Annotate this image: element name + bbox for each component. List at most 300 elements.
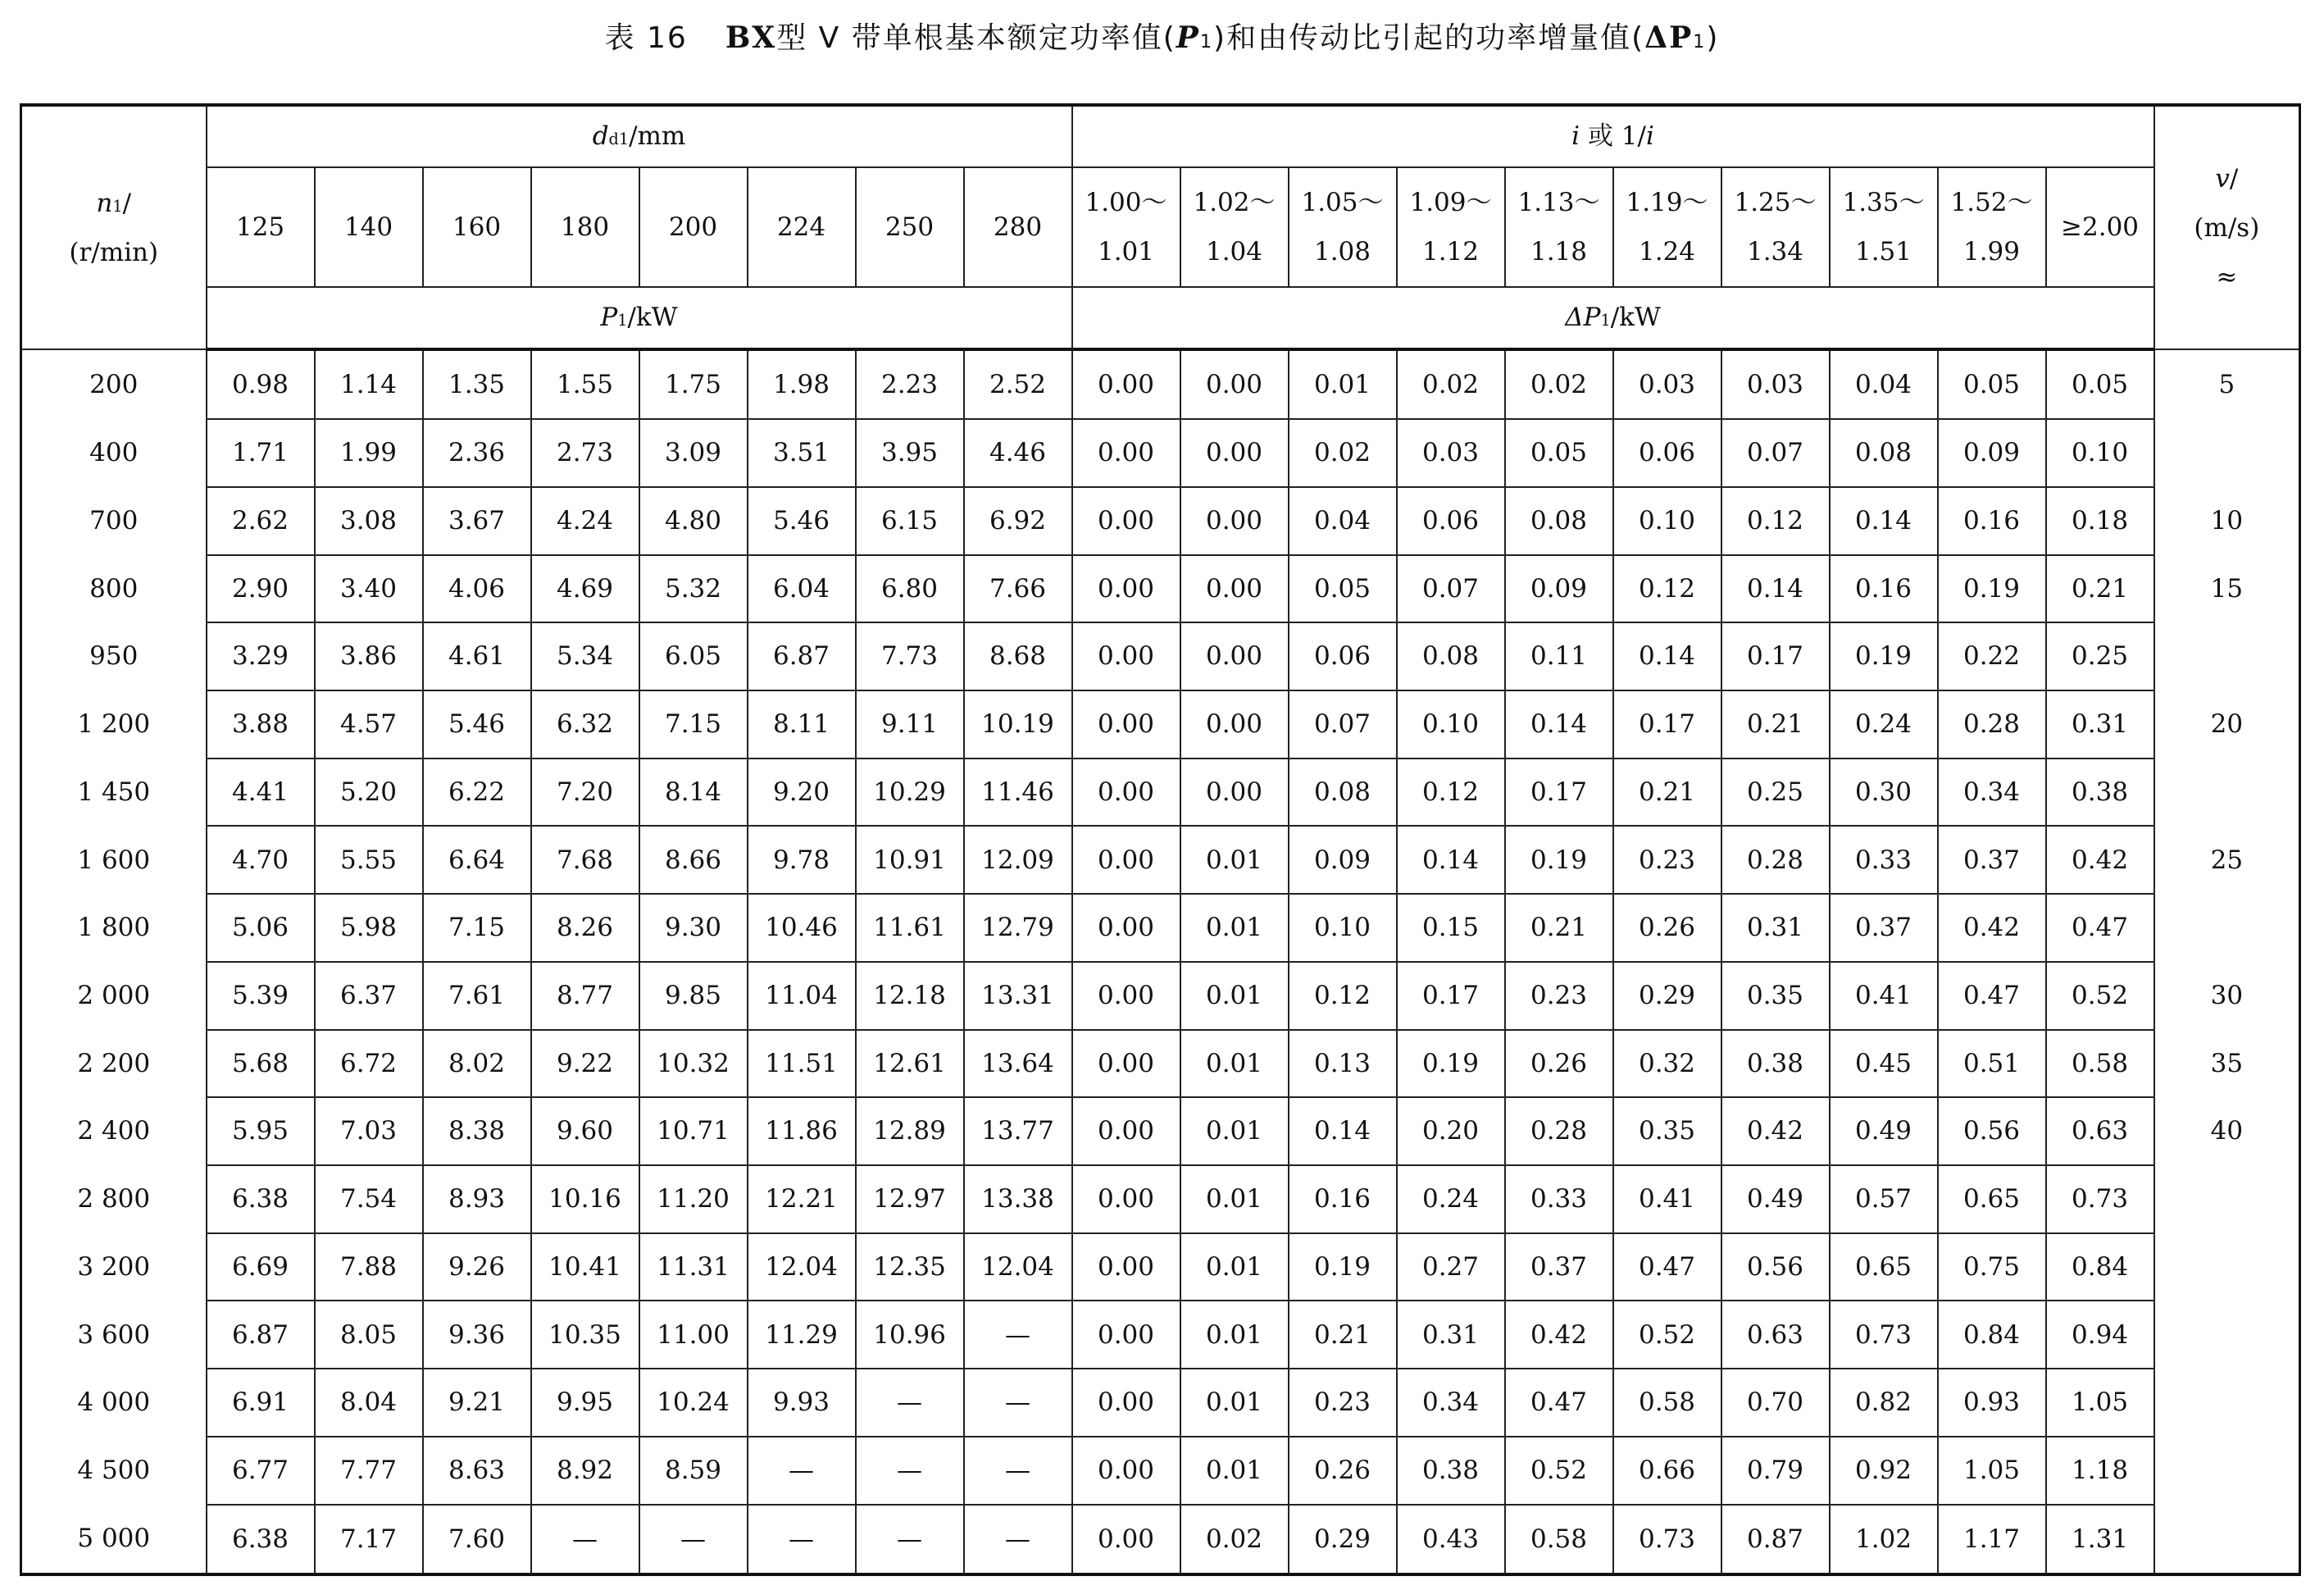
basic-power-cell: 2.90 bbox=[207, 555, 315, 623]
basic-power-cell: 13.64 bbox=[964, 1030, 1072, 1098]
table-row bbox=[21, 690, 2300, 759]
power-increment-cell: 0.58 bbox=[1505, 1505, 1613, 1574]
header-ratio-range-5 bbox=[1505, 167, 1613, 287]
power-increment-cell: 0.07 bbox=[1397, 555, 1505, 623]
basic-power-cell: 10.71 bbox=[639, 1097, 748, 1165]
table-row bbox=[21, 1233, 2300, 1301]
power-increment-cell: 0.21 bbox=[1721, 690, 1830, 759]
power-increment-cell: 0.23 bbox=[1289, 1369, 1397, 1437]
basic-power-cell: 9.60 bbox=[531, 1097, 639, 1165]
basic-power-cell: 6.04 bbox=[748, 555, 856, 623]
ratio-range-end: 1.01 bbox=[1097, 237, 1155, 267]
basic-power-cell: 6.91 bbox=[207, 1369, 315, 1437]
power-increment-cell: 0.17 bbox=[1613, 690, 1721, 759]
power-increment-cell: 0.12 bbox=[1289, 962, 1397, 1030]
power-increment-cell: 0.10 bbox=[1289, 894, 1397, 962]
basic-power-cell: — bbox=[964, 1505, 1072, 1574]
basic-power-cell: 5.39 bbox=[207, 962, 315, 1030]
power-increment-cell: 0.75 bbox=[1938, 1233, 2046, 1301]
power-increment-cell: 0.52 bbox=[2046, 962, 2154, 1030]
power-increment-cell: 1.17 bbox=[1938, 1505, 2046, 1574]
belt-speed-cell: 5 bbox=[2154, 349, 2300, 419]
basic-power-cell: 2.23 bbox=[856, 349, 964, 419]
basic-power-cell: 4.46 bbox=[964, 419, 1072, 487]
basic-power-cell: 9.30 bbox=[639, 894, 748, 962]
power-increment-cell: 0.24 bbox=[1830, 690, 1938, 759]
basic-power-cell: 6.92 bbox=[964, 487, 1072, 555]
basic-power-cell: 10.41 bbox=[531, 1233, 639, 1301]
basic-power-cell: 13.77 bbox=[964, 1097, 1072, 1165]
power-increment-cell: 0.10 bbox=[1613, 487, 1721, 555]
header-diameter-140: 140 bbox=[315, 167, 423, 287]
basic-power-cell: 4.80 bbox=[639, 487, 748, 555]
header-ratio-range-8 bbox=[1830, 167, 1938, 287]
basic-power-cell: 7.17 bbox=[315, 1505, 423, 1574]
power-increment-cell: 0.65 bbox=[1938, 1165, 2046, 1233]
basic-power-cell: 6.37 bbox=[315, 962, 423, 1030]
header-ratio-range-10 bbox=[2046, 167, 2154, 287]
belt-speed-cell: 30 bbox=[2154, 962, 2300, 1030]
power-increment-cell: 0.41 bbox=[1613, 1165, 1721, 1233]
header-diameter-160: 160 bbox=[423, 167, 531, 287]
basic-power-cell: 10.96 bbox=[856, 1301, 964, 1369]
speed-cell: 2 000 bbox=[21, 962, 207, 1030]
power-increment-cell: 0.05 bbox=[1938, 349, 2046, 419]
power-increment-cell: 0.19 bbox=[1289, 1233, 1397, 1301]
ratio-range-start: 1.09～ bbox=[1409, 188, 1492, 217]
basic-power-cell: 11.20 bbox=[639, 1165, 748, 1233]
basic-power-cell: 10.35 bbox=[531, 1301, 639, 1369]
basic-power-cell: 8.66 bbox=[639, 826, 748, 894]
header-diameter-200: 200 bbox=[639, 167, 748, 287]
basic-power-cell: 8.77 bbox=[531, 962, 639, 1030]
basic-power-cell: 3.67 bbox=[423, 487, 531, 555]
basic-power-cell: 9.93 bbox=[748, 1369, 856, 1437]
header-transmission-ratio: i 或 1/i bbox=[1072, 105, 2154, 167]
basic-power-cell: 10.91 bbox=[856, 826, 964, 894]
power-increment-cell: 0.42 bbox=[1938, 894, 2046, 962]
basic-power-cell: 11.46 bbox=[964, 759, 1072, 827]
basic-power-cell: — bbox=[964, 1437, 1072, 1505]
basic-power-cell: 1.71 bbox=[207, 419, 315, 487]
power-increment-cell: 0.19 bbox=[1830, 622, 1938, 690]
basic-power-cell: 1.75 bbox=[639, 349, 748, 419]
basic-power-cell: 11.31 bbox=[639, 1233, 748, 1301]
power-increment-cell: 0.00 bbox=[1072, 962, 1180, 1030]
speed-cell: 1 600 bbox=[21, 826, 207, 894]
power-increment-cell: 0.38 bbox=[1721, 1030, 1830, 1098]
basic-power-cell: 5.55 bbox=[315, 826, 423, 894]
title-dp-subscript: 1 bbox=[1693, 31, 1707, 52]
power-increment-cell: 0.14 bbox=[1289, 1097, 1397, 1165]
basic-power-cell: 6.64 bbox=[423, 826, 531, 894]
header-ratio-range-9 bbox=[1938, 167, 2046, 287]
basic-power-cell: — bbox=[748, 1437, 856, 1505]
power-increment-cell: 0.29 bbox=[1289, 1505, 1397, 1574]
ratio-range-start: 1.02～ bbox=[1193, 188, 1276, 217]
belt-speed-cell bbox=[2154, 1505, 2300, 1574]
power-increment-cell: 0.73 bbox=[1613, 1505, 1721, 1574]
basic-power-cell: 5.32 bbox=[639, 555, 748, 623]
basic-power-cell: — bbox=[531, 1505, 639, 1574]
power-increment-cell: 0.47 bbox=[1938, 962, 2046, 1030]
basic-power-cell: 5.68 bbox=[207, 1030, 315, 1098]
power-increment-cell: 0.01 bbox=[1180, 1030, 1289, 1098]
basic-power-cell: 8.68 bbox=[964, 622, 1072, 690]
basic-power-cell: 6.80 bbox=[856, 555, 964, 623]
table-row bbox=[21, 1301, 2300, 1369]
power-increment-cell: 0.01 bbox=[1180, 1233, 1289, 1301]
power-increment-cell: 0.47 bbox=[1613, 1233, 1721, 1301]
basic-power-cell: 9.22 bbox=[531, 1030, 639, 1098]
belt-type-code: BX bbox=[725, 21, 777, 55]
power-increment-cell: 0.20 bbox=[1397, 1097, 1505, 1165]
speed-cell: 3 600 bbox=[21, 1301, 207, 1369]
power-increment-cell: 0.03 bbox=[1613, 349, 1721, 419]
basic-power-cell: 4.70 bbox=[207, 826, 315, 894]
power-increment-cell: 0.00 bbox=[1072, 1030, 1180, 1098]
power-increment-cell: 0.47 bbox=[2046, 894, 2154, 962]
basic-power-cell: 8.26 bbox=[531, 894, 639, 962]
basic-power-cell: 6.05 bbox=[639, 622, 748, 690]
header-belt-speed-unit: (m/s) bbox=[2194, 212, 2260, 243]
basic-power-cell: 5.34 bbox=[531, 622, 639, 690]
ratio-range-end: 1.34 bbox=[1746, 237, 1804, 267]
power-increment-cell: 0.08 bbox=[1830, 419, 1938, 487]
power-increment-cell: 0.01 bbox=[1180, 1165, 1289, 1233]
power-increment-cell: 0.25 bbox=[1721, 759, 1830, 827]
basic-power-cell: 5.95 bbox=[207, 1097, 315, 1165]
power-increment-cell: 0.09 bbox=[1289, 826, 1397, 894]
power-increment-cell: 0.13 bbox=[1289, 1030, 1397, 1098]
title-dp-symbol: ΔP bbox=[1644, 21, 1694, 55]
basic-power-cell: 8.05 bbox=[315, 1301, 423, 1369]
basic-power-cell: 5.98 bbox=[315, 894, 423, 962]
power-increment-cell: 0.21 bbox=[1505, 894, 1613, 962]
basic-power-cell: 4.06 bbox=[423, 555, 531, 623]
speed-cell: 1 450 bbox=[21, 759, 207, 827]
power-increment-cell: 0.14 bbox=[1397, 826, 1505, 894]
power-increment-cell: 0.73 bbox=[2046, 1165, 2154, 1233]
power-increment-cell: 0.00 bbox=[1180, 419, 1289, 487]
basic-power-cell: 10.19 bbox=[964, 690, 1072, 759]
power-increment-cell: 0.65 bbox=[1830, 1233, 1938, 1301]
power-increment-cell: 0.27 bbox=[1397, 1233, 1505, 1301]
basic-power-cell: — bbox=[964, 1301, 1072, 1369]
power-increment-cell: 0.29 bbox=[1613, 962, 1721, 1030]
basic-power-cell: 8.93 bbox=[423, 1165, 531, 1233]
power-increment-cell: 0.21 bbox=[1289, 1301, 1397, 1369]
basic-power-cell: 13.31 bbox=[964, 962, 1072, 1030]
power-increment-cell: 0.09 bbox=[1505, 555, 1613, 623]
ratio-range-start: 1.13～ bbox=[1517, 188, 1600, 217]
basic-power-cell: 12.04 bbox=[964, 1233, 1072, 1301]
ratio-range-start: 1.35～ bbox=[1842, 188, 1925, 217]
power-increment-cell: 0.11 bbox=[1505, 622, 1613, 690]
power-increment-cell: 0.42 bbox=[2046, 826, 2154, 894]
power-increment-cell: 0.01 bbox=[1180, 1097, 1289, 1165]
power-increment-cell: 0.00 bbox=[1180, 555, 1289, 623]
table-row bbox=[21, 349, 2300, 419]
power-increment-cell: 0.06 bbox=[1397, 487, 1505, 555]
basic-power-cell: 5.46 bbox=[748, 487, 856, 555]
ratio-range-end: 1.99 bbox=[1962, 237, 2021, 267]
power-increment-cell: 0.47 bbox=[1505, 1369, 1613, 1437]
basic-power-cell: 9.36 bbox=[423, 1301, 531, 1369]
basic-power-cell: 7.88 bbox=[315, 1233, 423, 1301]
speed-cell: 4 000 bbox=[21, 1369, 207, 1437]
table-row bbox=[21, 894, 2300, 962]
power-increment-cell: 0.00 bbox=[1072, 487, 1180, 555]
power-increment-cell: 0.92 bbox=[1830, 1437, 1938, 1505]
power-increment-cell: 0.56 bbox=[1721, 1233, 1830, 1301]
power-increment-cell: 0.05 bbox=[1289, 555, 1397, 623]
power-increment-cell: 1.05 bbox=[1938, 1437, 2046, 1505]
basic-power-cell: 8.14 bbox=[639, 759, 748, 827]
power-increment-cell: 0.31 bbox=[2046, 690, 2154, 759]
header-diameter-280: 280 bbox=[964, 167, 1072, 287]
ratio-range-end: 1.08 bbox=[1313, 237, 1371, 267]
power-increment-cell: 0.41 bbox=[1830, 962, 1938, 1030]
basic-power-cell: 3.09 bbox=[639, 419, 748, 487]
basic-power-cell: 5.20 bbox=[315, 759, 423, 827]
title-p-subscript: 1 bbox=[1199, 31, 1214, 52]
ratio-range-start: 1.19～ bbox=[1626, 188, 1708, 217]
table-row bbox=[21, 759, 2300, 827]
basic-power-cell: 12.21 bbox=[748, 1165, 856, 1233]
table-header bbox=[21, 105, 2300, 349]
basic-power-cell: 10.24 bbox=[639, 1369, 748, 1437]
basic-power-cell: 3.08 bbox=[315, 487, 423, 555]
table-body bbox=[21, 349, 2300, 1574]
ratio-range-end: 1.18 bbox=[1530, 237, 1588, 267]
power-increment-cell: 0.58 bbox=[2046, 1030, 2154, 1098]
ratio-range-start: 1.52～ bbox=[1950, 188, 2033, 217]
ratio-range-end: 1.12 bbox=[1421, 237, 1480, 267]
power-increment-cell: 0.00 bbox=[1180, 622, 1289, 690]
header-ratio-range-4 bbox=[1397, 167, 1505, 287]
power-increment-cell: 0.00 bbox=[1072, 1097, 1180, 1165]
power-increment-cell: 0.32 bbox=[1613, 1030, 1721, 1098]
basic-power-cell: 6.38 bbox=[207, 1165, 315, 1233]
power-increment-cell: 0.25 bbox=[2046, 622, 2154, 690]
power-increment-cell: 0.01 bbox=[1180, 962, 1289, 1030]
basic-power-cell: 9.78 bbox=[748, 826, 856, 894]
basic-power-cell: 10.29 bbox=[856, 759, 964, 827]
power-increment-cell: 0.16 bbox=[1289, 1165, 1397, 1233]
power-increment-cell: 0.19 bbox=[1505, 826, 1613, 894]
table-row bbox=[21, 419, 2300, 487]
power-increment-cell: 0.16 bbox=[1938, 487, 2046, 555]
power-increment-cell: 0.03 bbox=[1721, 349, 1830, 419]
basic-power-cell: 8.92 bbox=[531, 1437, 639, 1505]
power-increment-cell: 0.79 bbox=[1721, 1437, 1830, 1505]
power-increment-cell: 0.00 bbox=[1072, 690, 1180, 759]
header-speed-unit: (r/min) bbox=[69, 237, 159, 267]
power-increment-cell: 0.00 bbox=[1072, 1301, 1180, 1369]
power-rating-table bbox=[20, 103, 2301, 1576]
ratio-range-end: 1.24 bbox=[1638, 237, 1696, 267]
power-increment-cell: 0.26 bbox=[1289, 1437, 1397, 1505]
basic-power-cell: 7.61 bbox=[423, 962, 531, 1030]
table-row bbox=[21, 826, 2300, 894]
table-title bbox=[0, 15, 2324, 62]
power-increment-cell: 0.49 bbox=[1721, 1165, 1830, 1233]
power-increment-cell: 0.00 bbox=[1072, 622, 1180, 690]
basic-power-cell: 7.66 bbox=[964, 555, 1072, 623]
power-increment-cell: 0.12 bbox=[1721, 487, 1830, 555]
basic-power-cell: 8.38 bbox=[423, 1097, 531, 1165]
basic-power-cell: 13.38 bbox=[964, 1165, 1072, 1233]
basic-power-cell: 12.61 bbox=[856, 1030, 964, 1098]
basic-power-cell: 9.85 bbox=[639, 962, 748, 1030]
belt-speed-cell bbox=[2154, 759, 2300, 827]
power-increment-cell: 0.04 bbox=[1830, 349, 1938, 419]
table-row bbox=[21, 1165, 2300, 1233]
belt-speed-cell bbox=[2154, 419, 2300, 487]
table-row bbox=[21, 555, 2300, 623]
title-text-1: 型 V 带单根基本额定功率值( bbox=[776, 21, 1176, 55]
power-increment-cell: 0.01 bbox=[1180, 1369, 1289, 1437]
belt-speed-cell: 25 bbox=[2154, 826, 2300, 894]
power-increment-cell: 0.10 bbox=[2046, 419, 2154, 487]
power-increment-cell: 0.16 bbox=[1830, 555, 1938, 623]
basic-power-cell: 3.88 bbox=[207, 690, 315, 759]
basic-power-cell: 11.86 bbox=[748, 1097, 856, 1165]
header-ratio-range-3 bbox=[1289, 167, 1397, 287]
power-increment-cell: 0.23 bbox=[1613, 826, 1721, 894]
power-increment-cell: 0.00 bbox=[1072, 419, 1180, 487]
power-increment-cell: 0.37 bbox=[1938, 826, 2046, 894]
power-increment-cell: 0.31 bbox=[1397, 1301, 1505, 1369]
speed-cell: 700 bbox=[21, 487, 207, 555]
belt-speed-cell: 35 bbox=[2154, 1030, 2300, 1098]
power-increment-cell: 0.08 bbox=[1289, 759, 1397, 827]
basic-power-cell: 2.62 bbox=[207, 487, 315, 555]
belt-speed-cell bbox=[2154, 622, 2300, 690]
power-increment-cell: 0.00 bbox=[1072, 555, 1180, 623]
power-increment-cell: 0.00 bbox=[1072, 1165, 1180, 1233]
basic-power-cell: 12.97 bbox=[856, 1165, 964, 1233]
speed-cell: 1 200 bbox=[21, 690, 207, 759]
basic-power-cell: 6.38 bbox=[207, 1505, 315, 1574]
basic-power-cell: 6.72 bbox=[315, 1030, 423, 1098]
power-increment-cell: 0.01 bbox=[1289, 349, 1397, 419]
belt-speed-cell: 40 bbox=[2154, 1097, 2300, 1165]
power-increment-cell: 0.05 bbox=[1505, 419, 1613, 487]
power-increment-cell: 0.70 bbox=[1721, 1369, 1830, 1437]
basic-power-cell: 4.24 bbox=[531, 487, 639, 555]
speed-cell: 2 800 bbox=[21, 1165, 207, 1233]
table-row bbox=[21, 1097, 2300, 1165]
power-increment-cell: 0.63 bbox=[1721, 1301, 1830, 1369]
power-increment-cell: 0.21 bbox=[2046, 555, 2154, 623]
power-increment-cell: 0.00 bbox=[1072, 349, 1180, 419]
power-increment-cell: 0.30 bbox=[1830, 759, 1938, 827]
power-increment-cell: 0.14 bbox=[1721, 555, 1830, 623]
power-increment-cell: 0.01 bbox=[1180, 826, 1289, 894]
power-increment-cell: 0.00 bbox=[1072, 759, 1180, 827]
power-increment-cell: 1.02 bbox=[1830, 1505, 1938, 1574]
power-increment-cell: 0.10 bbox=[1397, 690, 1505, 759]
basic-power-cell: — bbox=[856, 1437, 964, 1505]
basic-power-cell: 10.16 bbox=[531, 1165, 639, 1233]
power-increment-cell: 0.37 bbox=[1505, 1233, 1613, 1301]
basic-power-cell: 9.26 bbox=[423, 1233, 531, 1301]
basic-power-cell: 12.79 bbox=[964, 894, 1072, 962]
basic-power-cell: — bbox=[639, 1505, 748, 1574]
basic-power-cell: 9.20 bbox=[748, 759, 856, 827]
power-increment-cell: 0.01 bbox=[1180, 1437, 1289, 1505]
speed-cell: 800 bbox=[21, 555, 207, 623]
power-increment-cell: 1.18 bbox=[2046, 1437, 2154, 1505]
ratio-range-end: 1.51 bbox=[1854, 237, 1912, 267]
power-increment-cell: 0.08 bbox=[1505, 487, 1613, 555]
basic-power-cell: 1.55 bbox=[531, 349, 639, 419]
power-increment-cell: 0.19 bbox=[1397, 1030, 1505, 1098]
basic-power-cell: 12.35 bbox=[856, 1233, 964, 1301]
belt-speed-cell bbox=[2154, 1233, 2300, 1301]
power-increment-cell: 0.43 bbox=[1397, 1505, 1505, 1574]
power-increment-cell: 0.66 bbox=[1613, 1437, 1721, 1505]
power-increment-cell: 0.23 bbox=[1505, 962, 1613, 1030]
header-approx-sign: ≈ bbox=[2216, 262, 2238, 292]
belt-speed-cell bbox=[2154, 1369, 2300, 1437]
power-increment-cell: 0.82 bbox=[1830, 1369, 1938, 1437]
basic-power-cell: 6.32 bbox=[531, 690, 639, 759]
power-increment-cell: 0.38 bbox=[1397, 1437, 1505, 1505]
table-number: 表 16 bbox=[604, 21, 688, 55]
basic-power-cell: — bbox=[856, 1369, 964, 1437]
power-increment-cell: 0.05 bbox=[2046, 349, 2154, 419]
basic-power-cell: 7.15 bbox=[423, 894, 531, 962]
basic-power-cell: 3.29 bbox=[207, 622, 315, 690]
power-increment-cell: 0.22 bbox=[1938, 622, 2046, 690]
basic-power-cell: 1.98 bbox=[748, 349, 856, 419]
power-increment-cell: 0.07 bbox=[1721, 419, 1830, 487]
power-increment-cell: 0.37 bbox=[1830, 894, 1938, 962]
power-increment-cell: 0.35 bbox=[1721, 962, 1830, 1030]
basic-power-cell: 7.73 bbox=[856, 622, 964, 690]
belt-speed-cell: 15 bbox=[2154, 555, 2300, 623]
power-increment-cell: 0.15 bbox=[1397, 894, 1505, 962]
power-increment-cell: 0.34 bbox=[1938, 759, 2046, 827]
basic-power-cell: 7.77 bbox=[315, 1437, 423, 1505]
basic-power-cell: 3.40 bbox=[315, 555, 423, 623]
basic-power-cell: 7.03 bbox=[315, 1097, 423, 1165]
header-speed: $n_1/$ (r/min) bbox=[21, 105, 207, 349]
basic-power-cell: 5.06 bbox=[207, 894, 315, 962]
power-increment-cell: 0.35 bbox=[1613, 1097, 1721, 1165]
basic-power-cell: 2.73 bbox=[531, 419, 639, 487]
power-increment-cell: 0.45 bbox=[1830, 1030, 1938, 1098]
basic-power-cell: 9.95 bbox=[531, 1369, 639, 1437]
power-increment-cell: 0.02 bbox=[1180, 1505, 1289, 1574]
power-increment-cell: 0.02 bbox=[1505, 349, 1613, 419]
speed-cell: 2 400 bbox=[21, 1097, 207, 1165]
power-increment-cell: 0.34 bbox=[1397, 1369, 1505, 1437]
header-power-increment: $\Delta P_1/kW$ bbox=[1072, 287, 2154, 349]
basic-power-cell: 3.95 bbox=[856, 419, 964, 487]
table-row bbox=[21, 1505, 2300, 1574]
header-pulley-diameter: $d_{d1}/mm$ bbox=[207, 105, 1072, 167]
title-p-symbol: P bbox=[1176, 21, 1200, 55]
basic-power-cell: 8.63 bbox=[423, 1437, 531, 1505]
power-increment-cell: 0.00 bbox=[1180, 759, 1289, 827]
basic-power-cell: 1.14 bbox=[315, 349, 423, 419]
basic-power-cell: 2.52 bbox=[964, 349, 1072, 419]
basic-power-cell: 6.15 bbox=[856, 487, 964, 555]
